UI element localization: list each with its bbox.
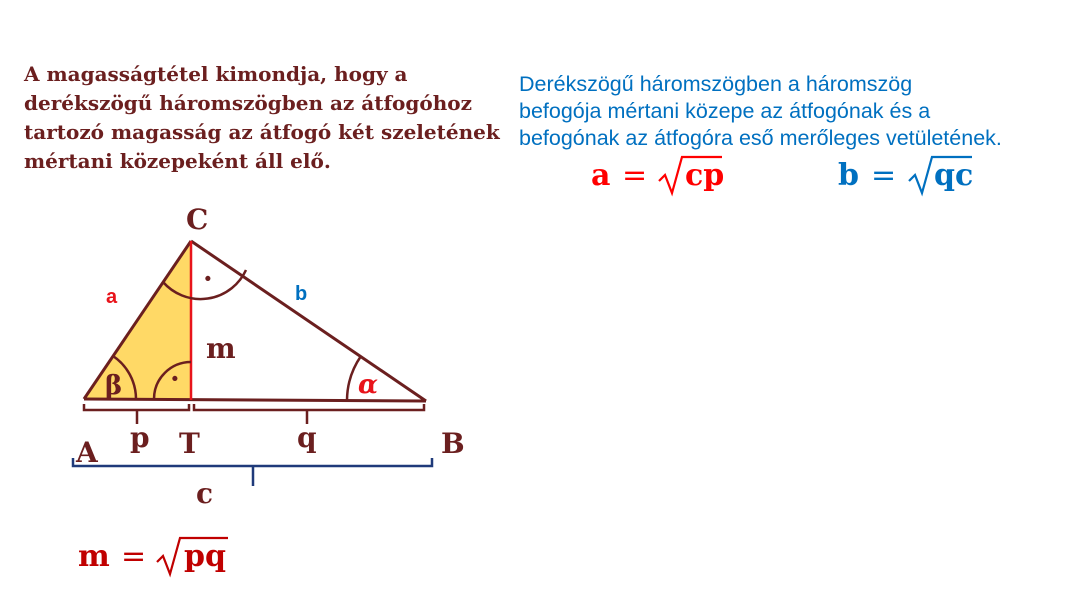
formula-a [591, 157, 724, 193]
leg-theorem-line-2: befogója mértani közepe az átfogónak és a [519, 99, 931, 123]
vertex-b-label: B [441, 427, 465, 460]
vertex-c-label: C [186, 203, 209, 236]
foot-t-label: T [179, 427, 200, 460]
leg-theorem-line-1: Derékszögű háromszögben a háromszög [519, 72, 913, 96]
altitude-m-label: m [206, 332, 236, 365]
formula-m-lhs: m [78, 539, 110, 574]
formula-m-radicand: pq [184, 539, 226, 574]
height-theorem-line-2: derékszögű háromszögben az átfogóhoz [24, 91, 472, 115]
height-theorem-line-1: A magasságtétel kimondja, hogy a [24, 62, 408, 86]
angle-alpha-label: α [358, 370, 379, 400]
formula-a-lhs: a [591, 158, 611, 193]
formula-b-lhs: b [838, 158, 859, 193]
height-theorem-line-4: mértani közepeként áll elő. [24, 149, 331, 173]
right-angle-dot-c: · [203, 262, 213, 295]
leg-theorem-line-3: befogónak az átfogóra eső merőleges vetületének. [519, 126, 1002, 150]
side-b [191, 241, 426, 401]
formula-a-equals: = [622, 158, 648, 193]
angle-beta-label: β [105, 371, 123, 401]
right-angle-dot-t: · [170, 362, 180, 395]
brace-c [73, 458, 432, 486]
formula-b [838, 157, 973, 193]
segment-q-label: q [297, 421, 317, 454]
side-b-label: b [295, 283, 308, 305]
hypotenuse-c-label: c [196, 477, 214, 510]
segment-p-label: p [130, 421, 150, 454]
formula-a-radicand: cp [685, 158, 725, 193]
formula-b-equals: = [871, 158, 897, 193]
vertex-a-label: A [76, 436, 98, 469]
height-theorem-line-3: tartozó magasság az átfogó két szeletének [24, 120, 500, 144]
side-a-label: a [106, 286, 118, 308]
formula-b-radicand: qc [934, 158, 974, 193]
formula-m-equals: = [121, 539, 147, 574]
formula-m [78, 538, 228, 574]
